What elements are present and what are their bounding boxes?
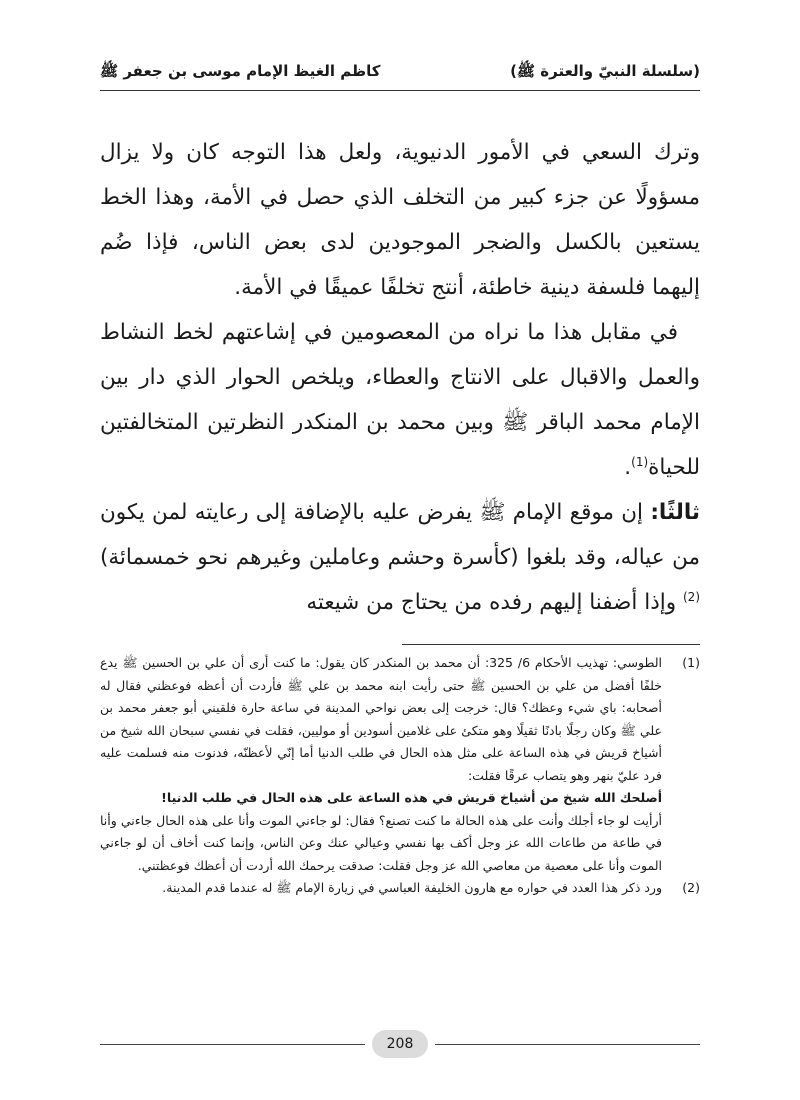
footnote-1-number: (1) [682,655,700,670]
footnote-2-number: (2) [682,880,700,895]
paragraph-2 [100,310,700,490]
running-header [100,58,700,88]
paragraph-3-lead: ثالثًا: [650,500,700,525]
footnote-1-text-b: أصلحك الله شيخ من أشياخ قريش في هذه الساعة على هذه الحال في طلب الدنيا! [161,790,662,805]
footnote-2-body [100,877,662,900]
paragraph-2-text: في مقابل هذا ما نراه من المعصومين في إشاعتهم لخط النشاط والعمل والاقبال على الانتاج والعطاء، ويلخص الحوار الذي دار بين الإمام محمد الباقر ﷺ وبين محمد بن المنكدر النظرتين المتخالفتين للحياة [100,320,700,480]
footnote-1-body [100,652,662,877]
book-title: كاظم الغيظ الإمام موسى بن جعفر ﷺ [100,62,381,80]
footnote-ref-2[interactable]: (2) [682,589,700,604]
series-title: (سلسلة النبيّ والعترة ﷺ) [510,62,700,80]
paragraph-3 [100,490,700,625]
page-rule-right [435,1044,700,1045]
main-text [100,130,700,635]
footnote-1-text-a: الطوسي: تهذيب الأحكام 6/ 325: أن محمد بن المنكدر كان يقول: ما كنت أرى أن علي بن الحسين ﷺ يدع خلفًا أفضل من علي بن الحسين ﷺ حتى رأيت ابنه محمد بن علي ﷺ فأردت أن أعظه فوعظني فقال له أصحابه: باي شيء وعظك؟ قال: خرجت إلى بعض نواحي المدينة في ساعة حارة فلقيني أبو جعفر محمد بن علي ﷺ وكان رجلًا بادنًا ثقيلًا وهو متكئ على غلامين أسودين أو موليين، فقلت في نفسي سبحان الله شيخ من أشياخ قريش في هذه الساعة على مثل هذه الحال في طلب الدنيا أما إنّي لأعظنّه، فدنوت منه فسلمت عليه فرد عليّ بنهر وهو يتصاب عرقًا فقلت: [100,655,662,783]
page-number: 208 [372,1030,428,1058]
footnote-2 [100,877,700,900]
footnote-2-text: ورد ذكر هذا العدد في حواره مع هارون الخليفة العباسي في زيارة الإمام ﷺ له عندما قدم المدينة. [162,880,662,895]
paragraph-1: وترك السعي في الأمور الدنيوية، ولعل هذا التوجه كان ولا يزال مسؤولًا عن جزء كبير من التخلف الذي حصل في الأمة، وهذا الخط يستعين بالكسل والضجر الموجودين لدى بعض الناس، فإذا ضُم إليهما فلسفة دينية خاطئة، أنتج تخلفًا عميقًا في الأمة. [100,140,700,300]
footnote-ref-1[interactable]: (1) [631,454,649,469]
header-rule [100,90,700,91]
paragraph-2-end: . [624,455,632,480]
footnotes [100,652,700,982]
paragraph-3-text-a: إن موقع الإمام ﷺ يفرض عليه بالإضافة إلى رعايته لمن يكون من عياله، وقد بلغوا (كأسرة وحشم وعاملين وغيرهم نحو خمسمائة) [100,500,700,570]
footnote-rule [402,644,700,645]
footnote-1-text-c: أرأيت لو جاء أجلك وأنت على هذه الحالة ما كنت تصنع؟ فقال: لو جاءني الموت وأنا على هذه الحال جاءني وأنا في طاعة من طاعات الله عز وجل أكف بها نفسي وعيالي عنك وعن الناس، وإنما كنت أخاف أن لو جاءني الموت وأنا على معصية من معاصي الله عز وجل فقلت: صدقت يرحمك الله أردت أن أعظك فوعظتني. [100,812,662,873]
footnote-1 [100,652,700,877]
paragraph-3-text-b: وإذا أضفنا إليهم رفده من يحتاج من شيعته [306,590,683,615]
page-rule-left [100,1044,365,1045]
